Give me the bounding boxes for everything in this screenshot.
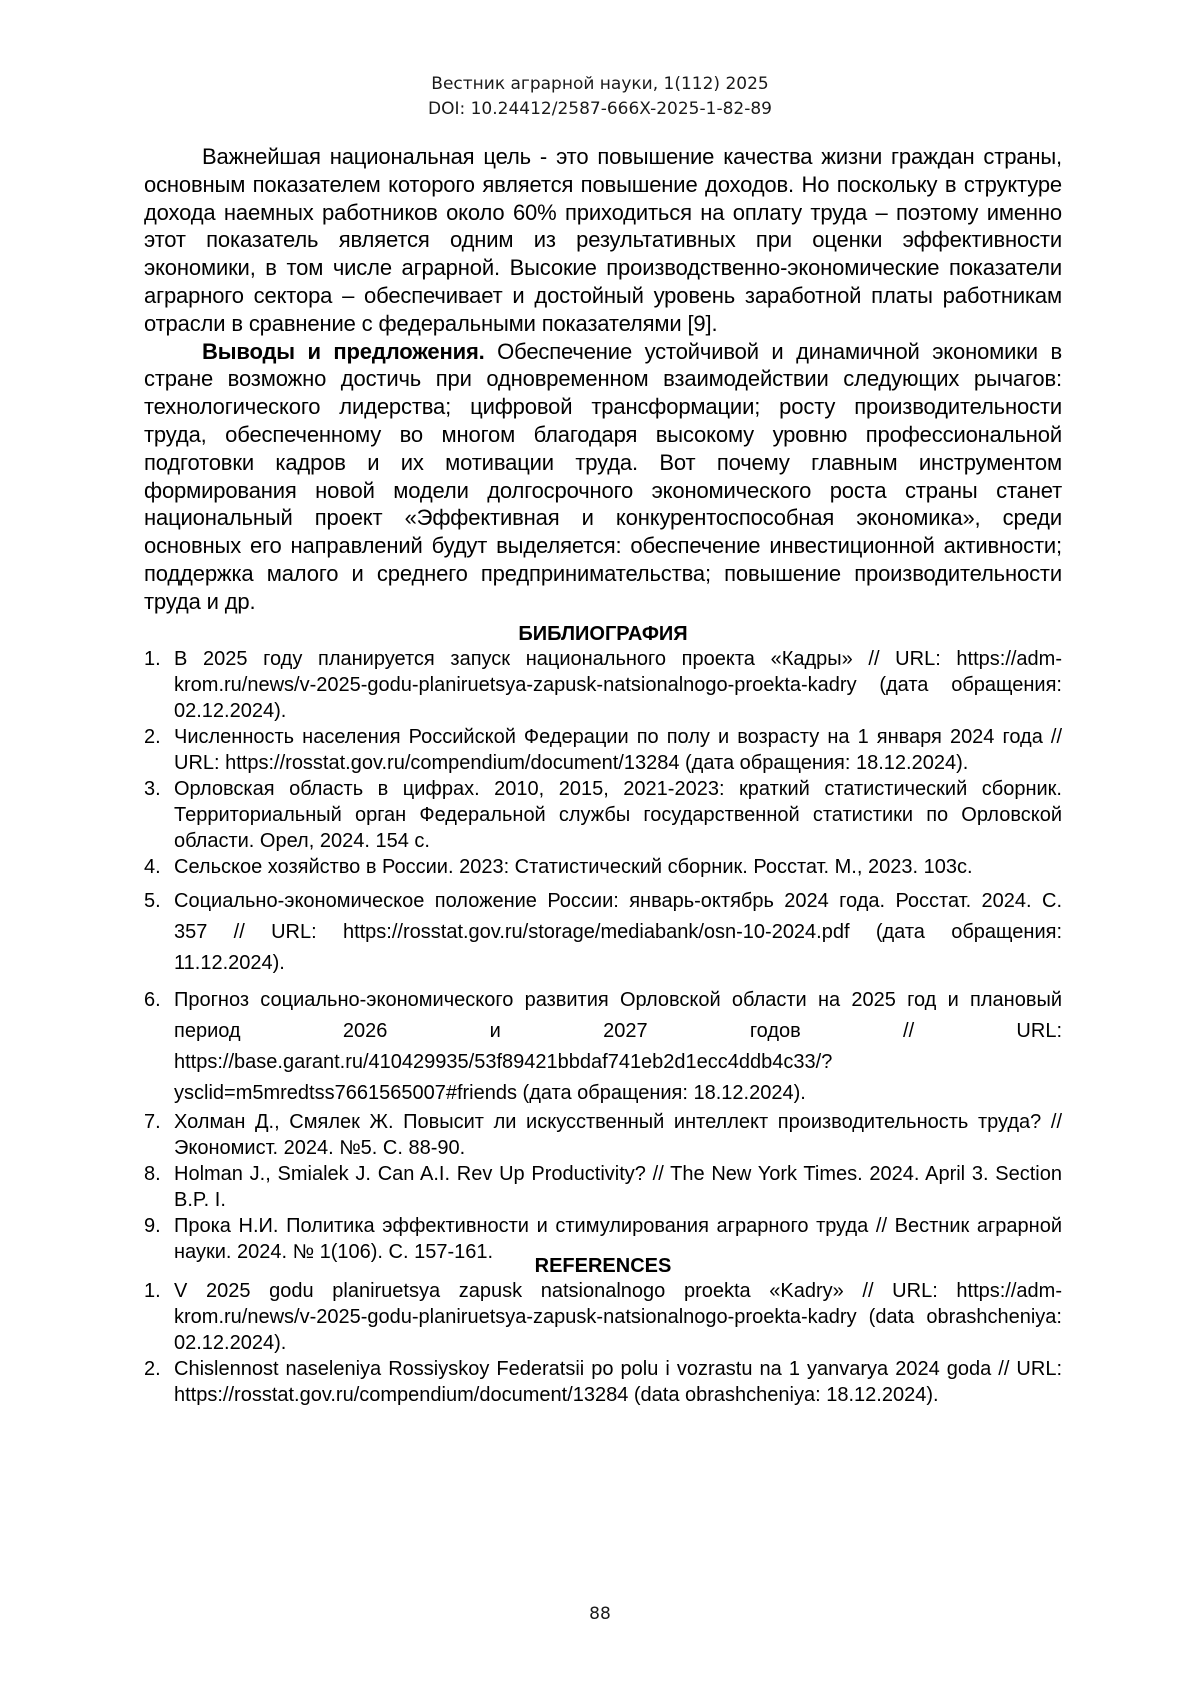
bibliography-item-8: 8. Holman J., Smialek J. Can A.I. Rev Up Productivity? // The New York Times. 2024. April 3. Section B.P. I.: [144, 1163, 1062, 1211]
bibliography-item-1: 1. В 2025 году планируется запуск национального проекта «Кадры» // URL: https://adm-krom.ru/news/v-2025-godu-planiruetsya-zapusk-natsionalnogo-proekta-kadry (дата обращения: 02.12.2024).: [144, 648, 1062, 722]
references-list: [144, 1278, 1062, 1408]
bibliography-item-4: 4. Сельское хозяйство в России. 2023: Статистический сборник. Росстат. М., 2023. 103с.: [144, 856, 973, 878]
body-paragraph-2: [144, 338, 1062, 616]
journal-title: Вестник аграрной науки, 1(112) 2025: [431, 74, 769, 94]
journal-header: [0, 72, 1200, 122]
bibliography-item-5: 5. Социально-экономическое положение России: январь-октябрь 2024 года. Росстат. 2024. С. 357 // URL: https://rosstat.gov.ru/storage/mediabank/osn-10-2024.pdf (дата обращения: 11.12.2024).: [144, 890, 1062, 974]
conclusion-heading: Выводы и предложения.: [202, 338, 485, 364]
bibliography-item-6: 6. Прогноз социально-экономического развития Орловской области на 2025 год и плановый период 2026 и 2027 годов // URL: https://base.garant.ru/410429935/53f89421bbdaf741eb2d1ecc4ddb4c33/?ysclid=m5mredtss7661565007#friends (дата обращения: 18.12.2024).: [144, 989, 1062, 1104]
references-title: REFERENCES: [534, 1255, 672, 1277]
bibliography-item-3: 3. Орловская область в цифрах. 2010, 2015, 2021-2023: краткий статистический сборник. Территориальный орган Федеральной службы государственной статистики по Орловской области. Орел, 2024. 154 с.: [144, 778, 1062, 852]
reference-item-1: 1. V 2025 godu planiruetsya zapusk natsionalnogo proekta «Kadry» // URL: https://adm-krom.ru/news/v-2025-godu-planiruetsya-zapusk-natsionalnogo-proekta-kadry (data obrashcheniya: 02.12.2024).: [144, 1280, 1062, 1354]
doi-line: DOI: 10.24412/2587-666X-2025-1-82-89: [428, 99, 772, 119]
bibliography-item-9: 9. Прока Н.И. Политика эффективности и стимулирования аграрного труда // Вестник аграрной науки. 2024. № 1(106). С. 157-161.: [144, 1215, 1062, 1263]
conclusion-text: Обеспечение устойчивой и динамичной экономики в стране возможно достичь при одновременном взаимодействии следующих рычагов: технологического лидерства; цифровой трансформации; росту производительности труда, обеспеченному во многом благодаря высокому уровню профессиональной подготовки кадров и их мотивации труда. Вот почему главным инструментом формирования новой модели долгосрочного экономического роста страны станет национальный проект «Эффективная и конкурентоспособная экономика», среди основных его направлений будут выделяется: обеспечение инвестиционной активности; поддержка малого и среднего предпринимательства; повышение производительности труда и др.: [144, 338, 1062, 614]
bibliography-item-7: 7. Холман Д., Смялек Ж. Повысит ли искусственный интеллект производительность труда? // Экономист. 2024. №5. С. 88-90.: [144, 1111, 1062, 1159]
page-number: 88: [589, 1604, 611, 1624]
bibliography-title: БИБЛИОГРАФИЯ: [518, 623, 688, 645]
reference-item-2: 2. Chislennost naseleniya Rossiyskoy Federatsii po polu i vozrastu na 1 yanvarya 2024 goda // URL: https://rosstat.gov.ru/compendium/document/13284 (data obrashcheniya: 18.12.2024).: [144, 1358, 1062, 1406]
article-body: [144, 143, 1062, 616]
bibliography-item-2: 2. Численность населения Российской Федерации по полу и возрасту на 1 января 2024 года // URL: https://rosstat.gov.ru/compendium/document/13284 (дата обращения: 18.12.2024).: [144, 726, 1062, 774]
body-paragraph-1: Важнейшая национальная цель - это повышение качества жизни граждан страны, основным показателем которого является повышение доходов. Но поскольку в структуре дохода наемных работников около 60% приходиться на оплату труда – поэтому именно этот показатель является одним из результативных при оценки эффективности экономики, в том числе аграрной. Высокие производственно-экономические показатели аграрного сектора – обеспечивает и достойный уровень заработной платы работникам отрасли в сравнение с федеральными показателями [9].: [144, 144, 1062, 336]
bibliography-list: [144, 646, 1062, 1265]
